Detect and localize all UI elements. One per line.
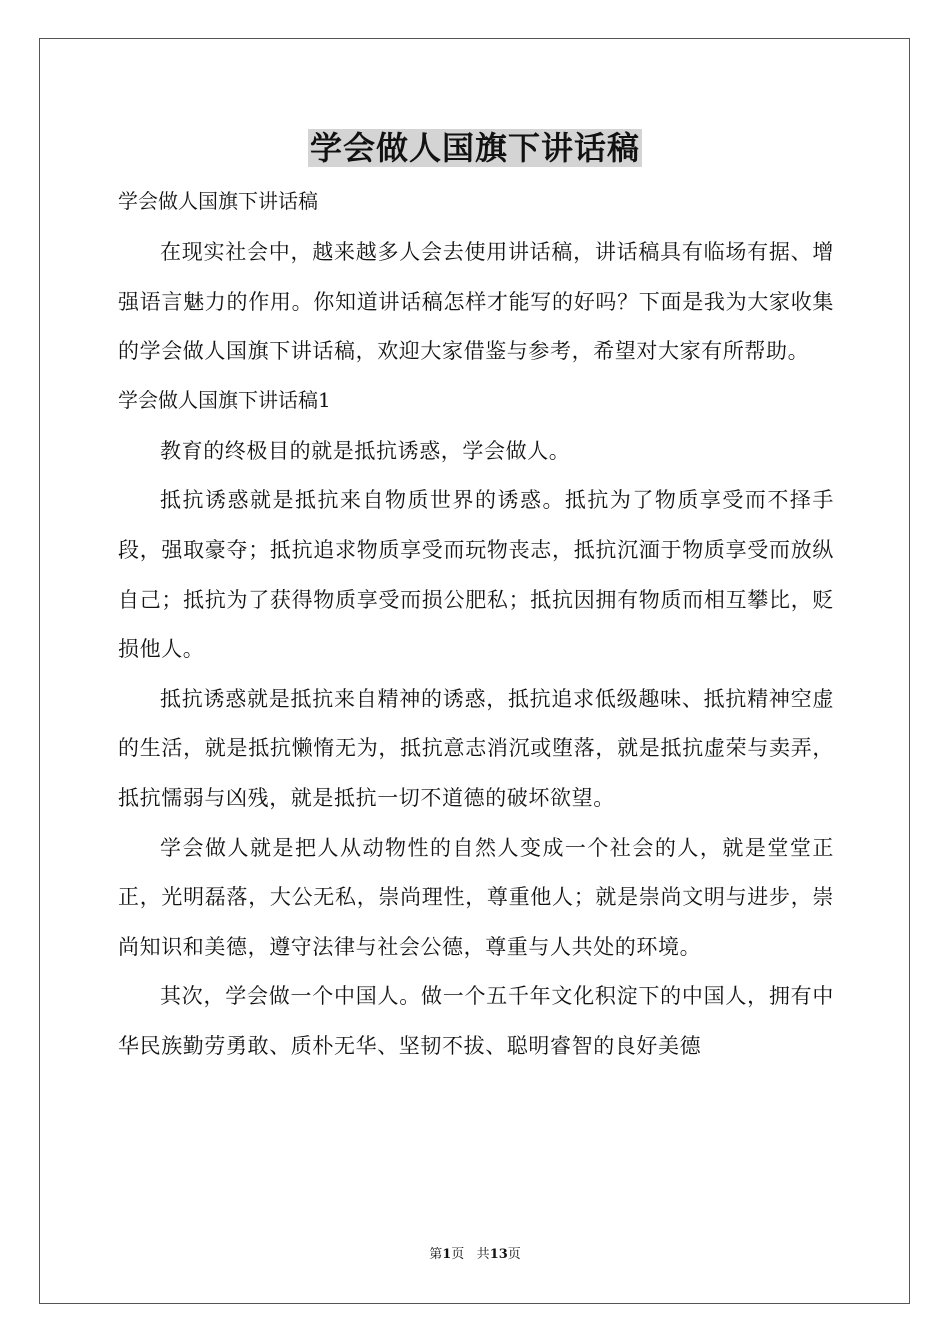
body-paragraph: 学会做人就是把人从动物性的自然人变成一个社会的人，就是堂堂正正，光明磊落，大公无私，崇尚理性，尊重他人；就是崇尚文明与进步，崇尚知识和美德，遵守法律与社会公德，尊重与人共处的环境。 <box>118 835 834 959</box>
total-prefix: 共 <box>476 1247 490 1262</box>
body-paragraph: 其次，学会做一个中国人。做一个五千年文化积淀下的中国人，拥有中华民族勤劳勇敢、质朴无华、坚韧不拔、聪明睿智的良好美德 <box>118 984 834 1058</box>
page-prefix: 第 <box>429 1247 443 1262</box>
page-total: 13 <box>489 1247 508 1262</box>
document-title <box>0 122 950 174</box>
document-body <box>118 178 834 1072</box>
intro-paragraph: 在现实社会中，越来越多人会去使用讲话稿，讲话稿具有临场有据、增强语言魅力的作用。你知道讲话稿怎样才能写的好吗？下面是我为大家收集的学会做人国旗下讲话稿，欢迎大家借鉴与参考，希望对大家有所帮助。 <box>118 240 834 364</box>
body-paragraph: 抵抗诱惑就是抵抗来自精神的诱惑，抵抗追求低级趣味、抵抗精神空虚的生活，就是抵抗懒惰无为，抵抗意志消沉或堕落，就是抵抗虚荣与卖弄，抵抗懦弱与凶残，就是抵抗一切不道德的破坏欲望。 <box>118 686 834 810</box>
page-current: 1 <box>442 1247 452 1262</box>
page-suffix: 页 <box>451 1247 465 1262</box>
body-paragraph: 抵抗诱惑就是抵抗来自物质世界的诱惑。抵抗为了物质享受而不择手段，强取豪夺；抵抗追求物质享受而玩物丧志，抵抗沉湎于物质享受而放纵自己；抵抗为了获得物质享受而损公肥私；抵抗因拥有物质而相互攀比，贬损他人。 <box>118 488 834 662</box>
document-title-text: 学会做人国旗下讲话稿 <box>309 129 640 167</box>
section-heading: 学会做人国旗下讲话稿1 <box>118 387 331 412</box>
total-suffix: 页 <box>507 1247 521 1262</box>
page-footer <box>0 1245 950 1265</box>
document-subtitle: 学会做人国旗下讲话稿 <box>118 189 318 213</box>
body-paragraph: 教育的终极目的就是抵抗诱惑，学会做人。 <box>160 438 571 463</box>
